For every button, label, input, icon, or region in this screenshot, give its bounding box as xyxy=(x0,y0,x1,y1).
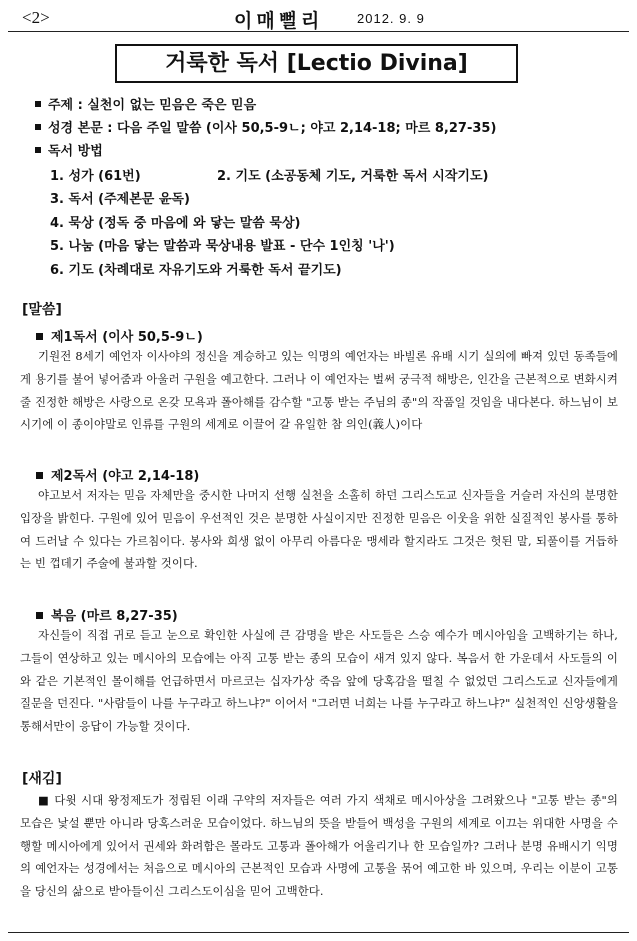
gospel-text: 자신들이 직접 귀로 듣고 눈으로 확인한 사실에 큰 감명을 받은 사도들은 스승 예수가 메시아임을 고백하기는 하나, 그들이 연상하고 있는 메시아의 모습에는 아직 고통 받는 종의 모습이 새겨 있지 않다. 복음서 한 가운데서 사도들의 이와 같은 기본적인 몰이해를 언급하면서 마르코는 십자가상 죽음 앞에 당혹감을 떨칠 수 없었던 그리스도교 신자들에게 질문을 던진다. "사람들이 나를 누구라고 하느냐?" 이어서 "그러면 너희는 나를 누구라고 하느냐?" 실천적인 신앙생활을 통해서만이 응답이 가능할 것이다. xyxy=(20,628,618,734)
method-line xyxy=(35,140,496,163)
method-step-row xyxy=(50,212,395,235)
reading-2-text: 야고보서 저자는 믿음 자체만을 중시한 나머지 선행 실천을 소홀히 하던 그리스도교 신자들을 거슬러 자신의 분명한 입장을 밝힌다. 구원에 있어 믿음이 우선적인 것은 분명한 사실이지만 진정한 믿음은 이웃을 위한 실질적인 봉사를 통하여 드러날 수 있다는 가르침이다. 봉사와 희생 없이 아무리 아름다운 맹세라 할지라도 그것은 헛된 말, 되풀이를 거듭하는 빈 껍데기 주술에 불과할 것이다. xyxy=(20,488,618,571)
newsletter-title: 이매뻘리 xyxy=(234,10,324,32)
theme-text: 주제 : 실천이 없는 믿음은 죽은 믿음 xyxy=(48,98,257,113)
method-step: 6. 기도 (차례대로 자유기도와 거룩한 독서 끝기도) xyxy=(50,262,342,278)
square-bullet-icon xyxy=(36,333,43,340)
document-title: 거룩한 독서 [Lectio Divina] xyxy=(115,44,518,83)
reading-1-title: 제1독서 (이사 50,5-9ㄴ) xyxy=(51,330,203,345)
reading-1-heading xyxy=(36,326,203,345)
issue-date: 2012. 9. 9 xyxy=(357,11,425,26)
method-step: 4. 묵상 (정독 중 마음에 와 닿는 말씀 묵상) xyxy=(50,215,301,231)
section-reflection-heading: [새김] xyxy=(22,771,62,787)
square-bullet-icon xyxy=(35,124,41,130)
method-step-row xyxy=(50,235,395,258)
reflection-text: ■ 다윗 시대 왕정제도가 정립된 이래 구약의 저자들은 여러 가지 색채로 메시아상을 그려왔으나 "고통 받는 종"의 모습은 낯설 뿐만 아니라 당혹스러운 모습이었다. 하느님의 뜻을 받들어 백성을 구원의 세계로 이끄는 위대한 사명을 수행할 메시아에게 있어서 권세와 화려함은 몰라도 고통과 폴아해가 어울리기나 한 모습일까? 그러나 분명 유배시기 익명의 예언자는 성경에서는 처음으로 메시아의 근본적인 모습과 사명에 고통을 묶어 예고한 바 있으며, 우리는 이분이 고통을 당신의 삶으로 받아들이신 그리스도이심을 믿어 고백한다. xyxy=(20,793,618,899)
scripture-text: 성경 본문 : 다음 주일 말씀 (이사 50,5-9ㄴ; 야고 2,14-18; 마르 8,27-35) xyxy=(48,121,497,136)
method-step-row xyxy=(50,165,489,188)
method-step: 5. 나눔 (마음 닿는 말씀과 묵상내용 발표 - 단수 1인칭 '나') xyxy=(50,239,395,255)
method-label: 독서 방법 xyxy=(48,144,103,159)
method-step-row xyxy=(50,259,395,282)
reading-2-heading xyxy=(36,465,199,484)
square-bullet-icon xyxy=(35,147,41,153)
reading-1-text: 기원전 8세기 예언자 이사야의 정신을 계승하고 있는 익명의 예언자는 바빌론 유배 시기 실의에 빠져 있던 동족들에게 용기를 불어 넣어줌과 아울러 구원을 예고한다. 그러나 이 예언자는 벌써 궁극적 해방은, 인간을 근본적으로 변화시켜 줄 진정한 해방은 사랑으로 온갖 모욕과 폴아해를 감수할 "고통 받는 주님의 종"의 작품일 것임을 내다본다. 하느님이 보시기에 이 종이야말로 인류를 구원의 세계로 이끌어 갈 유일한 참 의인(義人)이다 xyxy=(20,349,618,432)
square-bullet-icon xyxy=(36,472,43,479)
method-steps xyxy=(50,165,489,282)
square-bullet-icon xyxy=(36,612,43,619)
page-number: <2> xyxy=(22,8,50,27)
header-rule xyxy=(8,31,629,32)
scripture-line xyxy=(35,117,496,140)
method-step: 2. 기도 (소공동체 기도, 거룩한 독서 시작기도) xyxy=(217,169,489,184)
method-step-row xyxy=(50,188,395,211)
method-step: 3. 독서 (주제본문 윤독) xyxy=(50,192,190,208)
gospel-heading xyxy=(36,605,178,624)
footer-rule xyxy=(8,932,629,933)
gospel-title: 복음 (마르 8,27-35) xyxy=(51,609,178,624)
method-step: 1. 성가 (61번) xyxy=(50,169,141,184)
theme-line xyxy=(35,94,496,117)
page-header xyxy=(12,6,625,30)
meta-block xyxy=(35,94,496,163)
reading-2-title: 제2독서 (야고 2,14-18) xyxy=(51,469,200,484)
square-bullet-icon xyxy=(35,101,41,107)
section-word-heading: [말씀] xyxy=(22,302,62,318)
